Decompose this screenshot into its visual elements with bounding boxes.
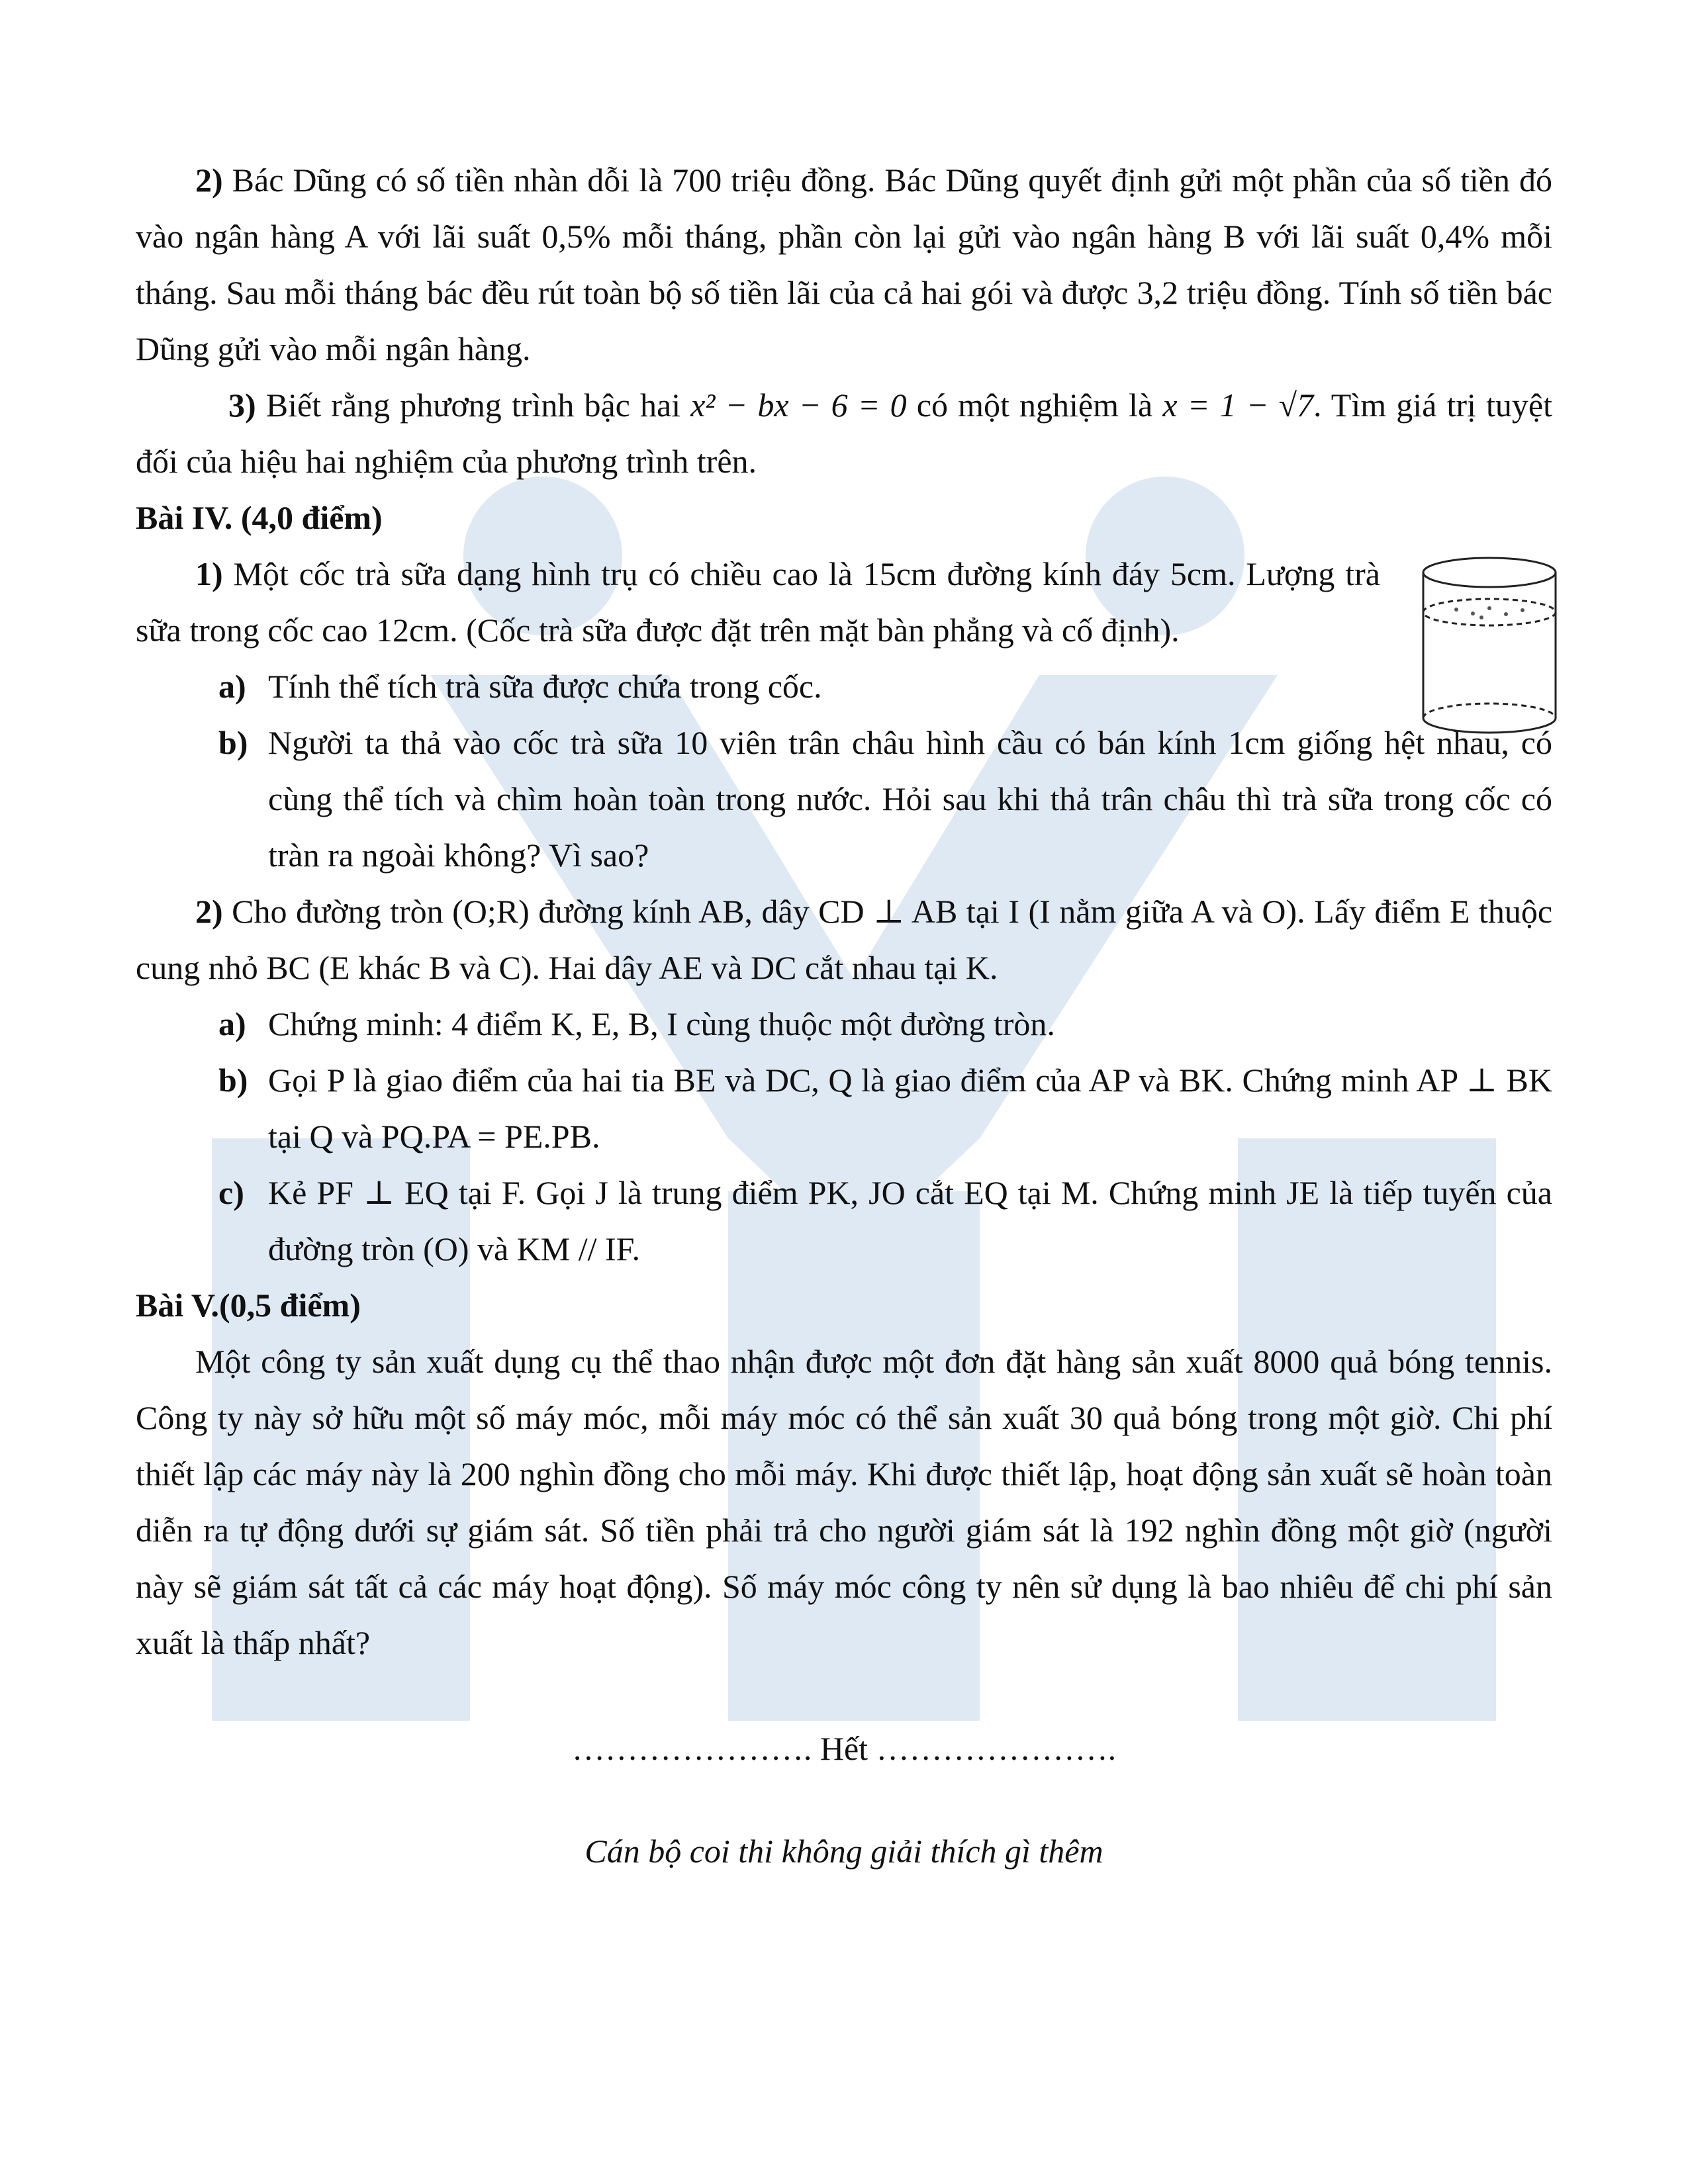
sub-text: Người ta thả vào cốc trà sữa 10 viên trân châu hình cầu có bán kính 1cm giống hệt nhau, có cùng thể tích và chìm hoàn toàn trong nước. Hỏi sau khi thả trân châu thì trà sữa trong cốc có tràn ra ngoài không? Vì sao? <box>268 724 1552 874</box>
end-marker: …………………. Hết …………………. <box>571 1730 1117 1767</box>
sub-label: b) <box>218 1062 248 1099</box>
section-heading-iv: Bài IV. (4,0 điểm) <box>136 499 383 536</box>
question-number: 1) <box>195 555 223 592</box>
question-v: Một công ty sản xuất dụng cụ thể thao nhận được một đơn đặt hàng sản xuất 8000 quả bóng tennis. Công ty này sở hữu một số máy móc, mỗi máy móc có thể sản xuất 30 quả bóng trong một giờ. Chi phí thiết lập các máy này là 200 nghìn đồng cho mỗi máy. Khi được thiết lập, hoạt động sản xuất sẽ hoàn toàn diễn ra tự động dưới sự giám sát. Số tiền phải trả cho người giám sát là 192 nghìn đồng một giờ (người này sẽ giám sát tất cả các máy hoạt động). Số máy móc công ty nên sử dụng là bao nhiêu để chi phí sản xuất là thấp nhất? <box>136 1343 1552 1661</box>
question-iv-1-block <box>136 546 1552 659</box>
question-text: Bác Dũng có số tiền nhàn dỗi là 700 triệu đồng. Bác Dũng quyết định gửi một phần của số tiền đó vào ngân hàng A với lãi suất 0,5% mỗi tháng, phần còn lại gửi vào ngân hàng B với lãi suất 0,4% mỗi tháng. Sau mỗi tháng bác đều rút toàn bộ số tiền lãi của cả hai gói và được 3,2 triệu đồng. Tính số tiền bác Dũng gửi vào mỗi ngân hàng. <box>136 161 1552 367</box>
question-iv-1b <box>218 715 1552 884</box>
footer-note: Cán bộ coi thi không giải thích gì thêm <box>585 1833 1103 1870</box>
question-number: 3) <box>228 387 256 424</box>
question-3 <box>136 377 1552 490</box>
sub-label: b) <box>218 724 248 761</box>
question-text: Cho đường tròn (O;R) đường kính AB, dây CD ⊥ AB tại I (I nằm giữa A và O). Lấy điểm E thuộc cung nhỏ BC (E khác B và C). Hai dây AE và DC cắt nhau tại K. <box>136 893 1553 986</box>
question-iv-1 <box>136 546 1552 659</box>
question-text-part: Biết rằng phương trình bậc hai <box>265 387 681 424</box>
sub-label: c) <box>218 1174 244 1211</box>
question-iv-2c <box>218 1165 1552 1277</box>
equation: x² − bx − 6 = 0 <box>690 387 907 424</box>
question-text-part: . Tìm giá trị tuyệt đối của hiệu hai nghiệm của phương trình trên. <box>136 387 1553 480</box>
sub-text: Chứng minh: 4 điểm K, E, B, I cùng thuộc một đường tròn. <box>268 1005 1055 1042</box>
question-iv-2 <box>136 884 1552 996</box>
question-iv-2b <box>218 1052 1552 1165</box>
sub-text: Tính thể tích trà sữa được chứa trong cốc. <box>268 668 822 705</box>
sub-text: Kẻ PF ⊥ EQ tại F. Gọi J là trung điểm PK, JO cắt EQ tại M. Chứng minh JE là tiếp tuyến của đường tròn (O) và KM // IF. <box>268 1174 1552 1267</box>
cylinder-cup-figure <box>1410 553 1569 751</box>
question-iv-1a <box>218 659 1552 715</box>
question-2 <box>136 152 1552 377</box>
section-heading-v: Bài V.(0,5 điểm) <box>136 1287 361 1324</box>
sub-label: a) <box>218 668 246 705</box>
root-expression: x = 1 − √7 <box>1162 387 1314 424</box>
exam-content <box>136 152 1552 1880</box>
question-number: 2) <box>195 161 223 199</box>
question-text: Một cốc trà sữa dạng hình trụ có chiều cao là 15cm đường kính đáy 5cm. Lượng trà sữa trong cốc cao 12cm. (Cốc trà sữa được đặt trên mặt bàn phẳng và cố định). <box>136 555 1381 649</box>
sub-text: Gọi P là giao điểm của hai tia BE và DC, Q là giao điểm của AP và BK. Chứng minh AP ⊥ BK tại Q và PQ.PA = PE.PB. <box>268 1062 1552 1155</box>
question-text-part: có một nghiệm là <box>916 387 1153 424</box>
sub-label: a) <box>218 1005 246 1042</box>
question-number: 2) <box>195 893 223 930</box>
question-iv-2a <box>218 996 1552 1052</box>
